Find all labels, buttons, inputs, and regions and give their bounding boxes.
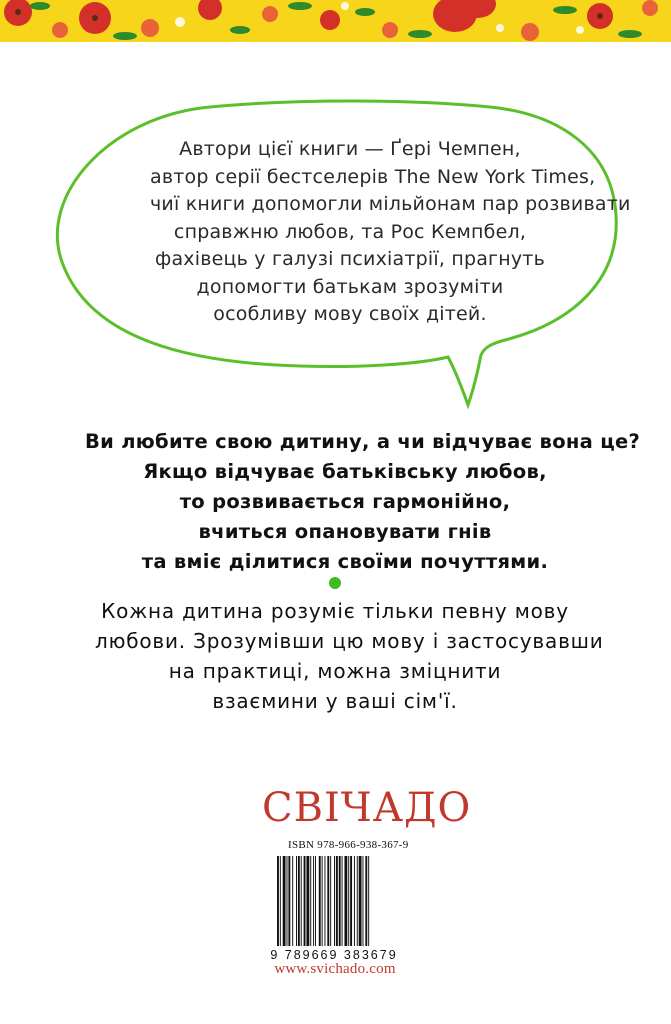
barcode-bar — [315, 856, 316, 946]
separator-dot — [329, 577, 341, 589]
barcode-bar — [334, 856, 335, 946]
barcode-bar — [342, 856, 343, 946]
intro-line: Ви любите свою дитину, а чи відчуває вона це? — [85, 430, 641, 453]
bubble-line: допомогти батькам зрозуміти — [196, 275, 504, 298]
barcode-bar — [310, 856, 311, 946]
bubble-line: фахівець у галузі психіатрії, прагнуть — [155, 248, 545, 270]
intro-line: вчиться опановувати гнів — [198, 520, 492, 543]
barcode-bar — [348, 856, 349, 946]
barcode-bar — [350, 856, 352, 946]
barcode-bar — [325, 856, 326, 946]
bubble-line: автор серії бестселерів The New York Times, — [150, 165, 596, 188]
barcode-bar — [363, 856, 364, 946]
barcode-bar — [322, 856, 323, 946]
barcode-bar — [306, 856, 309, 946]
barcode-bar — [354, 856, 355, 946]
intro-line: та вміє ділитися своїми почуттями. — [141, 550, 549, 573]
barcode-bar — [327, 856, 329, 946]
closing-line: на практиці, можна зміцнити — [168, 659, 502, 683]
barcode-bar — [288, 856, 290, 946]
barcode-bar — [296, 856, 297, 946]
isbn-label: ISBN 978-966-938-367-9 — [288, 839, 409, 851]
barcode-bar — [313, 856, 314, 946]
bubble-line: чиї книги допомогли мільйонам пар розвивати — [150, 193, 631, 215]
bubble-line: справжню любов, та Рос Кемпбел, — [173, 220, 527, 243]
closing-line: взаємини у ваші сім'ї. — [212, 689, 458, 713]
barcode — [276, 856, 393, 950]
barcode-bar — [319, 856, 321, 946]
barcode-bar — [280, 856, 281, 946]
closing-line: любови. Зрозумівши цю мову і застосувавши — [95, 629, 604, 653]
barcode-bar — [365, 856, 367, 946]
barcode-bar — [336, 856, 338, 946]
barcode-bar — [292, 856, 293, 946]
barcode-bar — [330, 856, 331, 946]
intro-line: Якщо відчуває батьківську любов, — [143, 460, 547, 483]
barcode-bar — [298, 856, 300, 946]
intro-line: то розвивається гармонійно, — [179, 490, 511, 513]
barcode-bar — [339, 856, 341, 946]
barcode-bar — [357, 856, 358, 946]
closing-line: Кожна дитина розуміє тільки певну мову — [101, 599, 569, 623]
barcode-bar — [368, 856, 369, 946]
bubble-text — [150, 136, 631, 329]
barcode-bar — [304, 856, 306, 946]
intro-paragraph — [85, 427, 641, 577]
closing-paragraph — [95, 596, 604, 716]
barcode-bar — [283, 856, 286, 946]
publisher-logo: СВІЧАДО — [262, 785, 472, 831]
barcode-bar — [277, 856, 279, 946]
barcode-bar — [359, 856, 362, 946]
barcode-digits: 9 789669 383679 — [270, 948, 398, 962]
bubble-line: Автори цієї книги — Ґері Чемпен, — [179, 138, 521, 160]
barcode-bar — [287, 856, 288, 946]
bubble-line: особливу мову своїх дітей. — [213, 303, 487, 325]
barcode-bar — [344, 856, 347, 946]
barcode-bar — [301, 856, 302, 946]
publisher-website-link[interactable]: www.svichado.com — [274, 961, 396, 977]
